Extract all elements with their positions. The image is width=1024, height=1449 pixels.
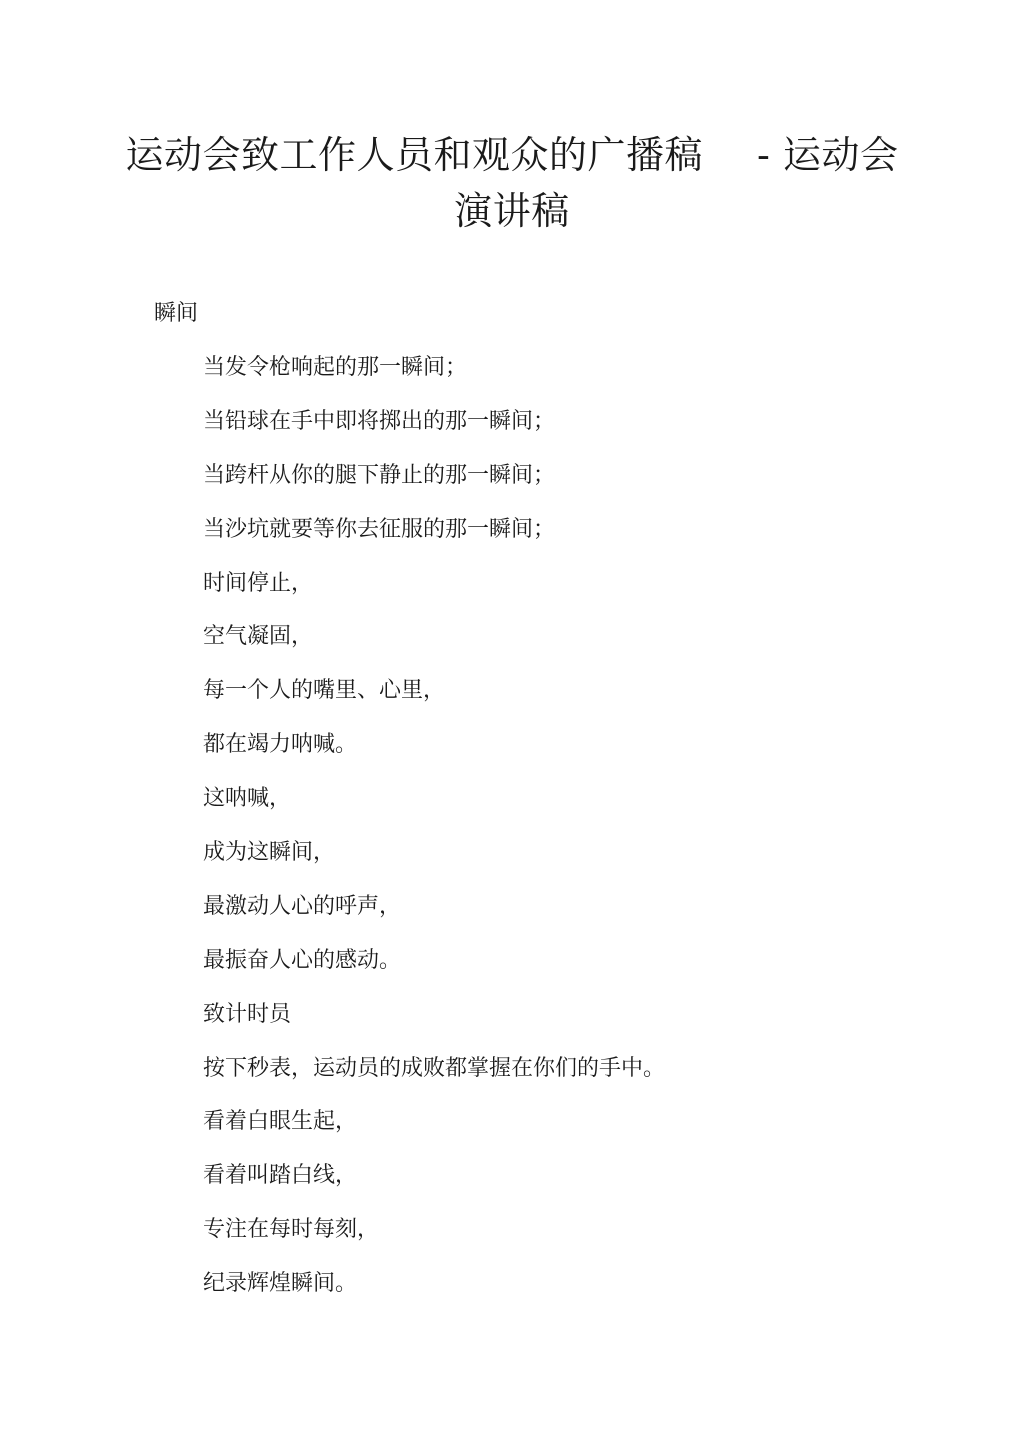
poem-line: 专注在每时每刻，: [203, 1217, 380, 1243]
poem-line: 最振奋人心的感动。: [203, 947, 402, 973]
poem-line: 按下秒表，运动员的成败都掌握在你们的手中。: [203, 1055, 666, 1081]
poem-line: 当沙坑就要等你去征服的那一瞬间；: [203, 516, 556, 542]
poem-line: 纪录辉煌瞬间。: [203, 1271, 358, 1297]
poem-line: 致计时员: [203, 1001, 292, 1027]
section-label: 瞬间: [154, 301, 199, 326]
poem-line: 最激动人心的呼声，: [203, 893, 402, 919]
poem-line: 都在竭力呐喊。: [203, 732, 358, 758]
poem-line: 看着白眼生起，: [203, 1109, 358, 1135]
poem-line: 空气凝固，: [203, 624, 314, 650]
poem-line: 这呐喊，: [203, 786, 292, 812]
poem-line: 成为这瞬间，: [203, 840, 336, 866]
page-title-line1: [0, 128, 1024, 182]
title-suffix-text: - 运动会: [757, 133, 899, 177]
poem-line: 当跨杆从你的腿下静止的那一瞬间；: [203, 462, 556, 488]
poem-lines: [203, 352, 665, 1322]
poem-line: 时间停止，: [203, 570, 314, 596]
poem-line: 当发令枪响起的那一瞬间；: [203, 355, 468, 380]
title-main-text: 运动会致工作人员和观众的广播稿: [125, 133, 704, 177]
page-title-line2: 演讲稿: [454, 189, 570, 233]
poem-line: 看着叫踏白线，: [203, 1163, 358, 1189]
poem-line: 当铅球在手中即将掷出的那一瞬间；: [203, 408, 556, 434]
poem-line: 每一个人的嘴里、心里，: [203, 678, 446, 704]
